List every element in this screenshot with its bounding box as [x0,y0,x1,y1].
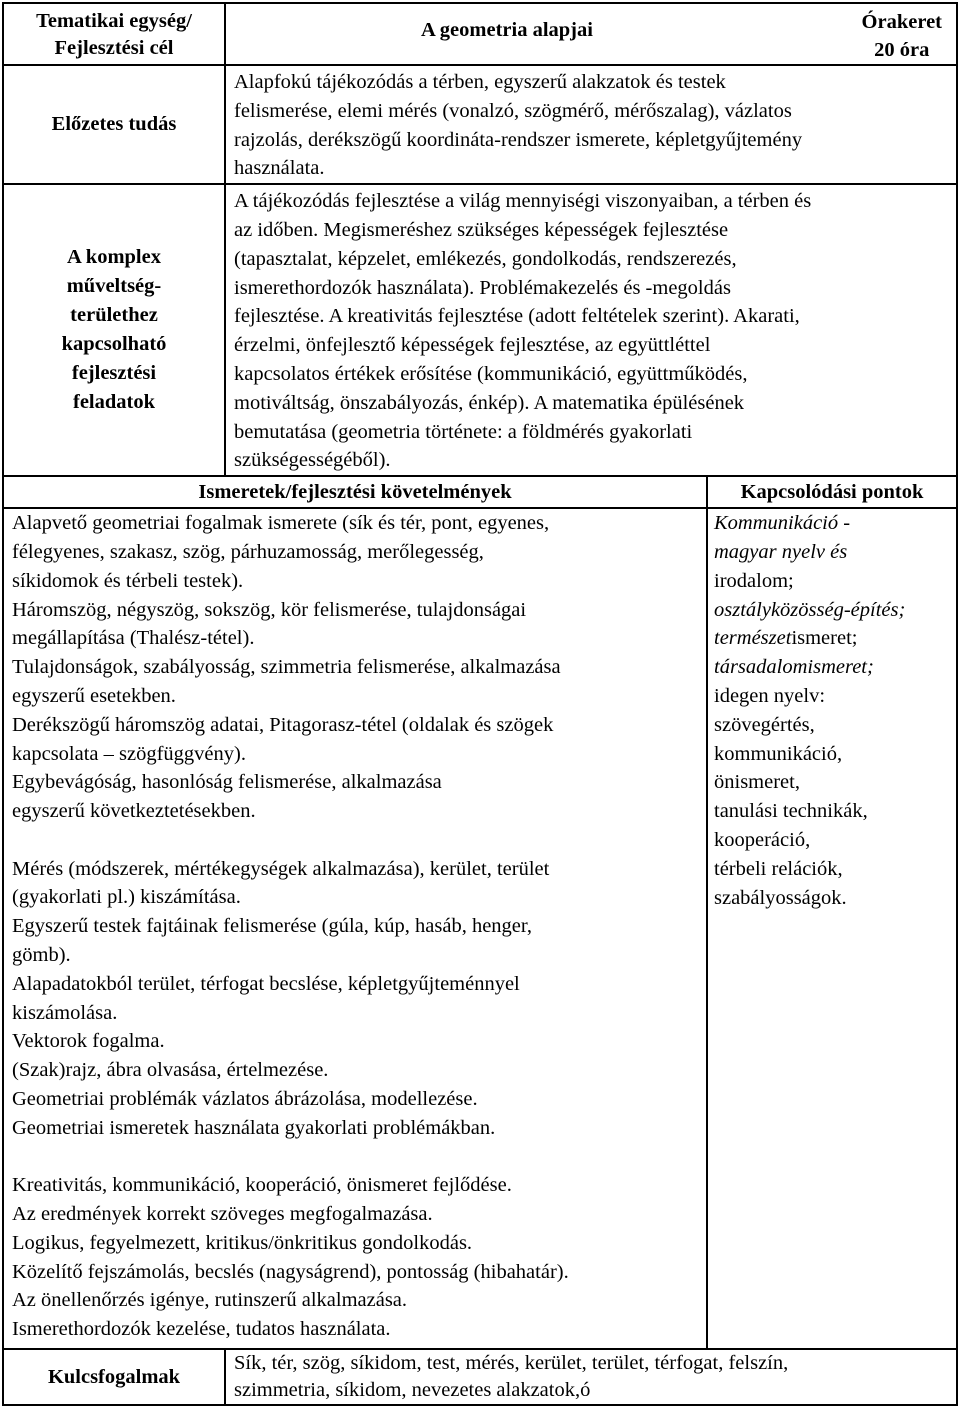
topic-title: A geometria alapjai [421,19,593,41]
curriculum-table [2,2,958,1406]
connection-line: önismeret, [714,771,800,794]
requirement-line: egyszerű következtetésekben. [12,800,256,823]
development-line: (tapasztalat, képzelet, emlékezés, gondolkodás, rendszerezés, [234,247,737,270]
development-line: ismerethordozók használata). Problémakezelés és -megoldás [234,276,731,299]
requirements-cell [3,508,707,1349]
requirement-line: síkidomok és térbeli testek). [12,569,244,592]
requirement-line: Vektorok fogalma. [12,1030,165,1053]
connection-line: természetismeret; [714,627,858,650]
prior-line: felismerése, elemi mérés (vonalzó, szögmérő, mérőszalag), vázlatos [234,99,792,122]
prior-line: használata. [234,157,325,180]
requirement-line: kapcsolata – szögfüggvény). [12,742,246,765]
prior-knowledge-label-cell [3,65,225,184]
requirement-line: Az önellenőrzés igénye, rutinszerű alkalmazása. [12,1289,408,1312]
connections-header: Kapcsolódási pontok [740,481,924,504]
development-label-cell [3,184,225,476]
requirements-header: Ismeretek/fejlesztési követelmények [198,481,512,504]
prior-line: Alapfokú tájékozódás a térben, egyszerű alakzatok és testek [234,71,726,93]
development-line: kapcsolatos értékek erősítése (kommunikáció, együttműködés, [234,362,748,385]
development-line: bemutatása (geometria története: a földmérés gyakorlati [234,420,693,443]
topic-label-line1: Tematikai egység/ [36,10,192,32]
requirements-header-cell [3,476,707,508]
requirement-line: Geometriai ismeretek használata gyakorlati problémákban. [12,1116,496,1139]
hours-value: 20 óra [874,39,930,61]
topic-label-cell [3,3,225,65]
connection-line: társadalomismeret; [714,656,874,679]
requirements-block-3 [12,1171,702,1344]
requirement-line: Kreativitás, kommunikáció, kooperáció, önismeret fejlődése. [12,1174,512,1197]
key-concepts-label: Kulcsfogalmak [47,1365,181,1388]
requirement-line: Egybevágóság, hasonlóság felismerése, alkalmazása [12,771,442,794]
requirement-line: Egyszerű testek fajtáinak felismerése (gúla, kúp, hasáb, henger, [12,915,533,938]
connection-line: idegen nyelv: [714,684,826,707]
requirement-line: egyszerű esetekben. [12,684,176,707]
connection-line: Kommunikáció - [714,512,851,535]
requirement-line: Közelítő fejszámolás, becslés (nagyságrend), pontosság (hibahatár). [12,1260,569,1283]
key-concepts-cell [225,1349,957,1405]
development-label-line: fejlesztési [71,362,157,385]
connection-line: szabályosságok. [714,886,847,909]
requirement-line: Derékszögű háromszög adatai, Pitagorasz-tétel (oldalak és szögek [12,713,554,736]
development-label-line: A komplex [67,246,161,269]
prior-knowledge-label: Előzetes tudás [51,113,177,136]
key-concepts-label-cell [3,1349,225,1405]
key-concepts-line: szimmetria, síkidom, nevezetes alakzatok,ó [234,1379,591,1402]
development-line: érzelmi, önfejlesztő képességek fejlesztése, az együttléttel [234,334,711,357]
requirement-line: megállapítása (Thalész-tétel). [12,627,255,650]
topic-cell [225,3,957,65]
connection-line: kommunikáció, [714,742,843,765]
requirement-line: gömb). [12,943,71,966]
development-line: motiváltság, önszabályozás, énkép). A matematika épülésének [234,391,745,414]
requirement-line: Háromszög, négyszög, sokszög, kör felismerése, tulajdonságai [12,598,527,621]
requirement-line: Ismerethordozók kezelése, tudatos használata. [12,1318,391,1341]
connections-header-cell [707,476,957,508]
requirements-block-2 [12,855,702,1143]
prior-line: rajzolás, derékszögű koordináta-rendszer ismerete, képletgyűjtemény [234,128,803,151]
requirements-block-1 [12,509,702,826]
requirement-line: Alapvető geometriai fogalmak ismerete (sík és tér, pont, egyenes, [12,512,550,535]
development-line: fejlesztése. A kreativitás fejlesztése (adott feltételek szerint). Akarati, [234,305,800,328]
connection-line: magyar nyelv és [714,540,848,563]
development-line: szükségességéből). [234,449,391,472]
requirement-line: Alapadatokból terület, térfogat becslése, képletgyűjteménnyel [12,972,520,995]
connection-line: kooperáció, [714,828,811,851]
requirement-line: Logikus, fegyelmezett, kritikus/önkritikus gondolkodás. [12,1231,473,1254]
development-tasks-cell [225,184,957,476]
requirement-line: félegyenes, szakasz, szög, párhuzamosság, merőlegesség, [12,540,484,563]
requirement-line: (Szak)rajz, ábra olvasása, értelmezése. [12,1059,329,1082]
requirement-line: kiszámolása. [12,1001,118,1024]
development-line: az időben. Megismeréshez szükséges képességek fejlesztése [234,218,729,241]
key-concepts-line: Sík, tér, szög, síkidom, test, mérés, kerület, terület, térfogat, felszín, [234,1352,789,1375]
development-label-line: területhez [70,304,158,327]
hours-label: Órakeret [861,11,942,33]
connection-line: tanulási technikák, [714,800,868,823]
connection-line: szövegértés, [714,713,815,736]
development-label-line: kapcsolható [61,333,167,356]
connections-cell [707,508,957,1349]
connection-line: térbeli relációk, [714,857,843,880]
connection-line: irodalom; [714,569,794,592]
topic-label-line2: Fejlesztési cél [54,37,174,59]
requirement-line: Geometriai problémák vázlatos ábrázolása, modellezése. [12,1087,478,1110]
development-label-line: műveltség- [66,275,162,298]
development-line: A tájékozódás fejlesztése a világ mennyiségi viszonyaiban, a térben és [234,190,812,213]
development-label-line: feladatok [73,391,155,414]
requirement-line: Tulajdonságok, szabályosság, szimmetria felismerése, alkalmazása [12,656,561,679]
connection-line: osztályközösség-építés; [714,598,906,621]
requirement-line: Az eredmények korrekt szöveges megfogalmazása. [12,1202,433,1225]
prior-knowledge-cell [225,65,957,184]
requirement-line: (gyakorlati pl.) kiszámítása. [12,886,241,909]
requirement-line: Mérés (módszerek, mértékegységek alkalmazása), kerület, terület [12,857,550,880]
